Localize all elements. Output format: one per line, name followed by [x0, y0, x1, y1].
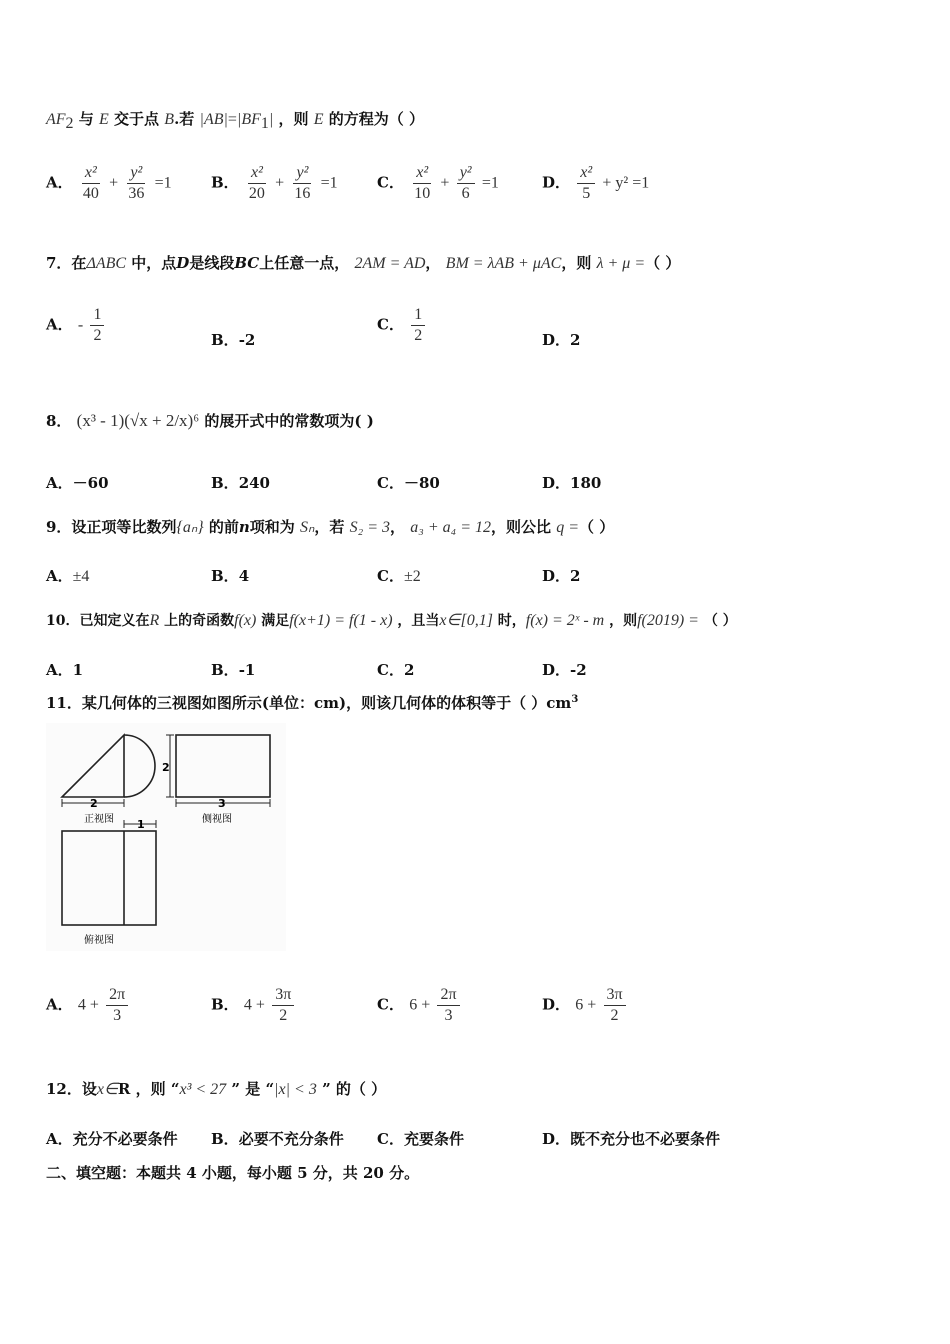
- section-2-heading: 二、填空题：本题共 4 小题，每小题 5 分，共 20 分。: [46, 1164, 420, 1182]
- q9-option-a[interactable]: A．±4: [46, 567, 90, 585]
- q8-option-b[interactable]: B．240: [211, 474, 270, 492]
- q6-option-d[interactable]: D． $\frac{\text{x²}}{5}$ + y² =1: [542, 164, 650, 202]
- top-view: [62, 831, 156, 925]
- q6-option-b[interactable]: B． $\frac{\text{x²}}{20}$ + $\frac{\text{y²}}{16}$ =1: [211, 164, 338, 202]
- side-width-label: 3: [218, 797, 226, 810]
- q6-stem: $AF_2$ 与 E 交于点 B.若 $|AB|=|BF_1|$ ，则 E 的方程为（ ）: [46, 110, 425, 132]
- q8-option-d[interactable]: D．180: [542, 474, 602, 492]
- q8-option-c[interactable]: C．－80: [377, 474, 440, 492]
- q6-option-c[interactable]: C． $\frac{\text{x²}}{10}$ + $\frac{\text{y²}}{6}$ =1: [377, 164, 499, 202]
- q8-option-a[interactable]: A．－60: [46, 474, 109, 492]
- three-view-drawing: [46, 723, 286, 951]
- three-view-figure: [46, 723, 286, 951]
- front-view: [62, 735, 155, 797]
- q11-option-c[interactable]: C． 6 + $\frac{2\pi}{3}$: [377, 985, 462, 1026]
- q11-option-d[interactable]: D． 6 + $\frac{3\pi}{2}$: [542, 985, 628, 1026]
- q12-stem: 12．设x∈R ，则 “x³ < 27 ” 是 “|x| < 3 ” 的（ ）: [46, 1080, 387, 1098]
- q7-stem: 7．在ΔABC 中，点D是线段BC上任意一点， 2AM = AD， BM = λAB + μAC，则 λ + μ =（ ）: [46, 254, 681, 272]
- top-dim-label: 1: [137, 818, 145, 831]
- q10-option-c[interactable]: C．2: [377, 661, 415, 679]
- q12-option-c[interactable]: C．充要条件: [377, 1130, 464, 1148]
- q11-option-b[interactable]: B． 4 + $\frac{3\pi}{2}$: [211, 985, 296, 1026]
- q12-option-d[interactable]: D．既不充分也不必要条件: [542, 1130, 721, 1148]
- q11-stem: 11．某几何体的三视图如图所示(单位：cm)，则该几何体的体积等于（ ）$cm^3$: [46, 694, 579, 712]
- q10-option-d[interactable]: D．-2: [542, 661, 587, 679]
- q10-option-b[interactable]: B．-1: [211, 661, 256, 679]
- q12-option-b[interactable]: B．必要不充分条件: [211, 1130, 344, 1148]
- top-view-label: 俯视图: [84, 935, 114, 946]
- q9-option-b[interactable]: B．4: [211, 567, 250, 585]
- q6-option-a[interactable]: A． $\frac{\text{x²}}{40}$ + $\frac{\text{y²}}{36}$ =1: [46, 164, 172, 202]
- q7-option-d[interactable]: D．2: [542, 331, 581, 349]
- front-view-label: 正视图: [84, 814, 114, 825]
- q9-stem: 9．设正项等比数列{aₙ} 的前n项和为 Sₙ，若 S₂ = 3， a₃ + a₄ = 12，则公比 q =（ ）: [46, 518, 615, 536]
- q12-option-a[interactable]: A．充分不必要条件: [46, 1130, 178, 1148]
- q7-option-b[interactable]: B．-2: [211, 331, 256, 349]
- q9-option-c[interactable]: C．±2: [377, 567, 421, 585]
- side-height-label: 2: [162, 761, 170, 774]
- q11-option-a[interactable]: A． 4 + $\frac{2\pi}{3}$: [46, 985, 130, 1026]
- q10-stem: 10．已知定义在R 上的奇函数f(x) 满足f(x+1) = f(1 - x) ，且当x∈[0,1] 时，f(x) = 2ˣ - m ，则f(2019) = （ ）: [46, 612, 737, 629]
- side-view-label: 侧视图: [202, 814, 232, 825]
- q9-option-d[interactable]: D．2: [542, 567, 581, 585]
- q8-stem: 8． (x³ - 1)(√x + 2/x)⁶ 的展开式中的常数项为( ): [46, 411, 374, 430]
- q10-option-a[interactable]: A．1: [46, 661, 84, 679]
- q7-option-c[interactable]: C． $\frac{1}{2}$: [377, 305, 427, 346]
- front-dim-label: 2: [90, 797, 98, 810]
- q7-option-a[interactable]: A． - $\frac{1}{2}$: [46, 305, 106, 346]
- side-view: [176, 735, 270, 797]
